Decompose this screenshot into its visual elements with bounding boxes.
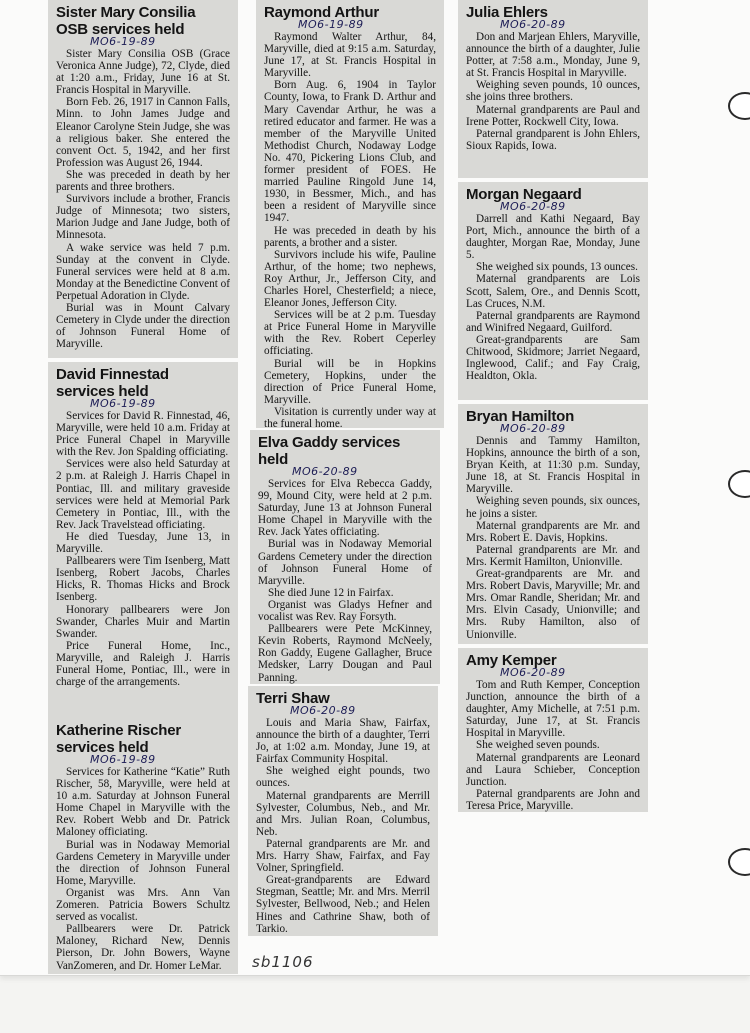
clipping-paragraph: Maternal grandparents are Lois Scott, Salem, Ore., and Dennis Scott, Las Cruces, N.M. [466,273,640,310]
handwritten-date: MO6-19-89 [90,397,156,410]
clipping-paragraph: He was preceded in death by his parents, a brother and a sister. [264,224,436,249]
obituary-clipping [48,718,238,974]
clipping-paragraph: She weighed six pounds, 13 ounces. [476,261,638,274]
birth-announcement-clipping [458,404,648,644]
clipping-heading: Raymond Arthur [264,4,379,21]
binder-hole [728,848,750,876]
handwritten-date: MO6-20-89 [500,666,566,679]
clipping-paragraph: Organist was Mrs. Ann Van Zomeren. Patricia Bowers Schultz served as vocalist. [56,886,230,924]
obituary-clipping [48,0,238,358]
clipping-heading: Sister Mary Consilia OSB services held [56,4,196,38]
clipping-paragraph: Burial will be in Hopkins Cemetery, Hopkins, under the direction of Price Funeral Home, Maryville. [264,357,436,406]
clipping-paragraph: Tom and Ruth Kemper, Conception Junction, announce the birth of a daughter, Amy Michelle, at 7:51 p.m. Saturday, June 17, at St. Francis Hospital in Maryville. [466,679,640,740]
clipping-paragraph: Don and Marjean Ehlers, Maryville, announce the birth of a daughter, Julie Potter, at 7:58 a.m., Monday, June 9, at St. Francis Hospital in Maryville. [466,31,640,80]
clipping-paragraph: Services for David R. Finnestad, 46, Maryville, were held 10 a.m. Friday at Price Funeral Chapel in Maryville with the Rev. Jon Spalding officiating. [56,410,230,459]
binder-hole [728,470,750,498]
clipping-paragraph: Survivors include a brother, Francis Judge of Minnesota; two sisters, Marion Judge and Jane Judge, both of Minnesota. [56,193,230,242]
clipping-paragraph: A wake service was held 7 p.m. Sunday at the convent in Clyde. Funeral services were held at 8 a.m. Monday at the Benedictine Convent of Perpetual Adoration in Clyde. [56,241,230,302]
clipping-paragraph: Services for Elva Rebecca Gaddy, 99, Mound City, were held at 2 p.m. Saturday, June 13 at Johnson Funeral Home Chapel in Maryville with the Rev. Jack Yates officiating. [258,478,432,539]
clipping-heading: Amy Kemper [466,652,557,669]
clipping-heading: Bryan Hamilton [466,408,575,425]
clipping-paragraph: Pallbearers were Dr. Patrick Maloney, Richard New, Dennis Pierson, Dr. John Bowers, Wayne VanZomeren, and Dr. Homer LeMar. [56,923,230,972]
clipping-heading: Elva Gaddy services held [258,434,401,468]
clipping-heading: Morgan Negaard [466,186,582,203]
handwritten-date: MO6-20-89 [290,704,356,717]
handwritten-date: MO6-20-89 [500,200,566,213]
clipping-heading: Terri Shaw [256,690,330,707]
clipping-paragraph: Sister Mary Consilia OSB (Grace Veronica Anne Judge), 72, Clyde, died at 1:20 a.m., Friday, June 16 at St. Francis Hospital in Maryville. [56,48,230,97]
handwritten-date: MO6-19-89 [90,35,156,48]
clipping-heading: Katherine Rischer services held [56,722,181,756]
clipping-paragraph: Paternal grandparents are Mr. and Mrs. Kermit Hamilton, Unionville. [466,543,640,568]
clipping-paragraph: Services for Katherine “Katie” Ruth Rischer, 58, Maryville, were held at 10 a.m. Saturday at Johnson Funeral Home Chapel in Maryville with the Rev. Robert Webb and Dr. Patrick Maloney officiating. [56,766,230,839]
clipping-paragraph: Paternal grandparents are Mr. and Mrs. Harry Shaw, Fairfax, and Fay Volner, Springfield. [256,837,430,875]
clipping-paragraph: She was preceded in death by her parents and three brothers. [56,168,230,194]
clipping-paragraph: Organist was Gladys Hefner and vocalist was Rev. Ray Forsyth. [258,598,432,624]
clipping-paragraph: Raymond Walter Arthur, 84, Maryville, died at 9:15 a.m. Saturday, June 17, at St. Francis Hospital in Maryville. [264,31,436,80]
clipping-paragraph: Maternal grandparents are Merrill Sylvester, Columbus, Neb., and Mr. and Mrs. Julian Roan, Columbus, Neb. [256,789,430,838]
clipping-paragraph: Born Aug. 6, 1904 in Taylor County, Iowa, to Frank D. Arthur and Mary Cavendar Arthur, he was a retired educator and farmer. He was a member of the Maryville United Methodist Church, Nodaway Lodge No. 470, Pickering Lions Club, and former president of FOES. He married Pauline Ringold June 14, 1930, in Bessmer, Mich., and has been a resident of Maryville since 1947. [264,79,436,225]
clipping-heading: David Finnestad services held [56,366,169,400]
clipping-paragraph: Paternal grandparent is John Ehlers, Sioux Rapids, Iowa. [466,127,640,152]
clipping-paragraph: Louis and Maria Shaw, Fairfax, announce the birth of a daughter, Terri Jo, at 1:02 a.m. Monday, June 19, at Fairfax Community Hospital. [256,717,430,766]
handwritten-date: MO6-20-89 [500,18,566,31]
clipping-paragraph: Great-grandparents are Edward Stegman, Seattle; Mr. and Mrs. Merril Sylvester, Bellwood, Neb.; and Helen Hines and Cathrine Shaw, both of Tarkio. [256,874,430,935]
clipping-paragraph: Honorary pallbearers were Jon Swander, Charles Muir and Martin Swander. [56,603,230,640]
handwritten-date: MO6-20-89 [500,422,566,435]
clipping-paragraph: She weighed seven pounds. [476,739,600,752]
handwritten-page-code: sb1106 [252,953,314,971]
clipping-paragraph: Great-grandparents are Sam Chitwood, Skidmore; Jarriet Negaard, Inglewood, Calif.; and Fay Craig, Healdton, Okla. [466,333,640,383]
clipping-paragraph: Born Feb. 26, 1917 in Cannon Falls, Minn. to John James Judge and Eleanor Carolyne Stein Judge, she was a religious baker. She entered the convent Oct. 5, 1942, and her first Profession was August 26, 1944. [56,96,230,169]
handwritten-date: MO6-20-89 [292,465,358,478]
clipping-paragraph: Weighing seven pounds, six ounces, he joins a sister. [466,495,640,520]
clipping-paragraph: Price Funeral Home, Inc., Maryville, and Raleigh J. Harris Funeral Home, Pontiac, Ill., were in charge of the arrangements. [56,639,230,689]
clipping-paragraph: Visitation is currently under way at the funeral home. [264,405,436,428]
handwritten-date: MO6-19-89 [298,18,364,31]
clipping-paragraph: Maternal grandparents are Mr. and Mrs. Robert E. Davis, Hopkins. [466,519,640,544]
clipping-paragraph: Paternal grandparents are John and Teresa Price, Maryville. [466,787,640,812]
clipping-paragraph: Darrell and Kathi Negaard, Bay Port, Mich., announce the birth of a daughter, Morgan Rae, Monday, June 5. [466,213,640,262]
obituary-clipping [48,362,238,718]
clipping-paragraph: Dennis and Tammy Hamilton, Hopkins, announce the birth of a son, Bryan Keith, at 11:30 p.m. Sunday, June 18, at St. Francis Hospital in Maryville. [466,435,640,496]
clipping-paragraph: Pallbearers were Tim Isenberg, Matt Isenberg, Robert Jacobs, Charles Hicks, R. Thomas Hicks and Brock Isenberg. [56,555,230,604]
birth-announcement-clipping [248,686,438,936]
clipping-paragraph: Maternal grandparents are Paul and Irene Potter, Rockwell City, Iowa. [466,103,640,128]
birth-announcement-clipping [458,0,648,178]
clipping-paragraph: Burial was in Nodaway Memorial Gardens Cemetery in Maryville under the direction of Johnson Funeral Home, Maryville. [56,838,230,887]
clipping-paragraph: He died Tuesday, June 13, in Maryville. [56,530,230,556]
clipping-paragraph: She died June 12 in Fairfax. [268,586,394,599]
clipping-paragraph: Survivors include his wife, Pauline Arthur, of the home; two nephews, Roy Arthur, Jr., Jefferson City, and Charles Horel, Chesterfield; a niece, Eleanor Jones, Jefferson City. [264,248,436,310]
clipping-paragraph: Weighing seven pounds, 10 ounces, she joins three brothers. [466,79,640,104]
birth-announcement-clipping [458,648,648,812]
clipping-heading: Julia Ehlers [466,4,548,21]
birth-announcement-clipping [458,182,648,400]
clipping-paragraph: Great-grandparents are Mr. and Mrs. Robert Davis, Maryville; Mr. and Mrs. Omar Randle, Sheridan; Mr. and Mrs. Elvin Casady, Unionville; and Mrs. Ruby Hamilton, also of Unionville. [466,568,640,641]
clipping-paragraph: Services were also held Saturday at 2 p.m. at Raleigh J. Harris Chapel in Pontiac, Ill. and military graveside services were held at Memorial Park Cemetery in Pontiac, Ill., with the Rev. Jack Travelstead officiating. [56,458,230,531]
clipping-paragraph: Maternal grandparents are Leonard and Laura Schieber, Conception Junction. [466,751,640,788]
clipping-paragraph: Burial was in Nodaway Memorial Gardens Cemetery under the direction of Johnson Funeral Home of Maryville. [258,538,432,587]
obituary-clipping [256,0,444,428]
clipping-paragraph: Services will be at 2 p.m. Tuesday at Price Funeral Home in Maryville with the Rev. Robert Ceperley officiating. [264,309,436,358]
clipping-paragraph: Paternal grandparents are Raymond and Winifred Negaard, Guilford. [466,309,640,334]
handwritten-date: MO6-19-89 [90,753,156,766]
clipping-paragraph: Pallbearers were Pete McKinney, Kevin Roberts, Raymond McNeely, Ron Gaddy, Eugene Gallagher, Bruce Medsker, Larry Dougan and Paul Panning. [258,623,432,684]
clipping-paragraph: Burial was in Mount Calvary Cemetery in Clyde under the direction of Johnson Funeral Home of Maryville. [56,301,230,351]
obituary-clipping [250,430,440,684]
clipping-paragraph: She weighed eight pounds, two ounces. [256,765,430,790]
binder-hole [728,92,750,120]
